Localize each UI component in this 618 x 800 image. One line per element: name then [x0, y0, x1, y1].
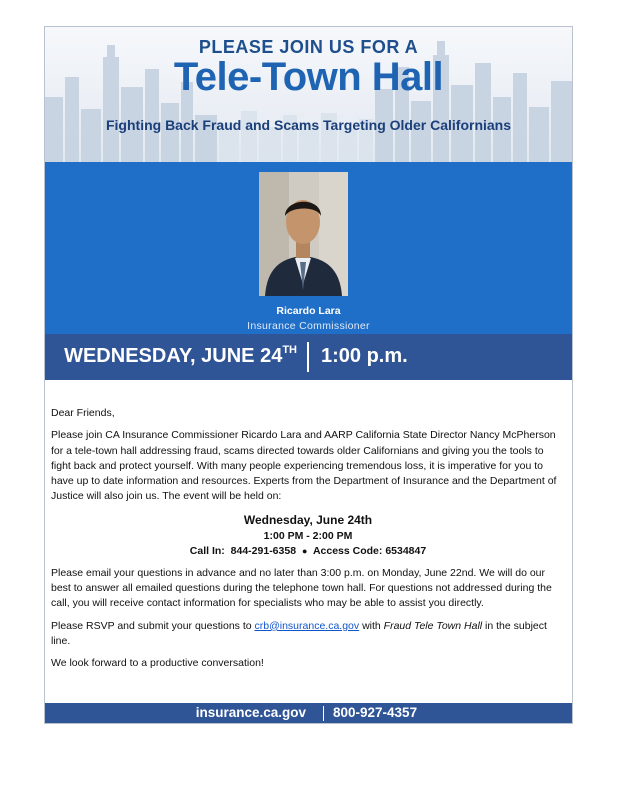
questions-paragraph: Please email your questions in advance and no later than 3:00 p.m. on Monday, June 22nd. We will do our best to answer all emailed questions during the telephone town hall. For questions not addressed during the call, you will receive contact information for specialists who may be able to assist you directly. — [51, 566, 552, 610]
banner-divider — [307, 342, 309, 372]
speaker-section — [45, 162, 572, 334]
date-suffix: TH — [282, 344, 297, 357]
closing-line: We look forward to a productive conversation! — [51, 657, 264, 670]
footer-phone[interactable]: 800-927-4357 — [333, 705, 418, 720]
intro-paragraph: Please join CA Insurance Commissioner Ricardo Lara and AARP California State Director Nancy McPherson for a tele-town hall addressing fraud, scams directed towards older Californians and giving you the tools to fight back and protect yourself. With many people experiencing tremendous loss, it is imperative for you to have up to date information and resources. Experts from the Department of Insurance and the Department of Justice will also join us. The event will be held on: — [51, 429, 557, 503]
header-banner — [45, 27, 572, 162]
call-in-label: Call In: — [189, 544, 225, 557]
event-details — [51, 512, 565, 559]
rsvp-paragraph — [51, 619, 565, 650]
greeting: Dear Friends, — [51, 407, 115, 419]
speaker-photo — [259, 172, 348, 296]
speaker-portrait-image — [259, 172, 348, 296]
access-code-label: Access Code: — [312, 544, 383, 557]
event-date-text: WEDNESDAY, JUNE 24 — [64, 345, 283, 367]
footer-divider — [323, 706, 324, 721]
date-time-bar — [45, 334, 572, 380]
event-time-banner: 1:00 p.m. — [321, 345, 408, 367]
call-in-number[interactable]: 844-291-6358 — [230, 544, 297, 557]
event-subtitle: Fighting Back Fraud and Scams Targeting Older Californians — [105, 117, 512, 133]
event-time: 1:00 PM - 2:00 PM — [263, 529, 353, 542]
event-date-banner — [64, 345, 297, 368]
pre-title: PLEASE JOIN US FOR A — [198, 37, 419, 57]
rsvp-text-before: Please RSVP and submit your questions to — [51, 619, 255, 632]
speaker-role: Insurance Commissioner — [247, 320, 370, 332]
rsvp-text-middle: with — [359, 619, 384, 632]
rsvp-email-link[interactable]: crb@insurance.ca.gov — [254, 619, 360, 632]
rsvp-subject: Fraud Tele Town Hall — [383, 619, 483, 632]
footer-website[interactable]: insurance.ca.gov — [195, 705, 306, 720]
bullet-separator: ● — [301, 545, 308, 556]
event-title: Tele-Town Hall — [173, 55, 444, 99]
rsvp-text-after: in the subject line. — [51, 619, 547, 647]
event-date: Wednesday, June 24th — [243, 512, 373, 527]
speaker-name: Ricardo Lara — [276, 305, 341, 317]
flyer — [44, 26, 573, 724]
letter-body — [51, 406, 565, 679]
footer-bar — [45, 703, 572, 724]
access-code: 6534847 — [385, 544, 427, 557]
call-in-line — [51, 544, 565, 559]
